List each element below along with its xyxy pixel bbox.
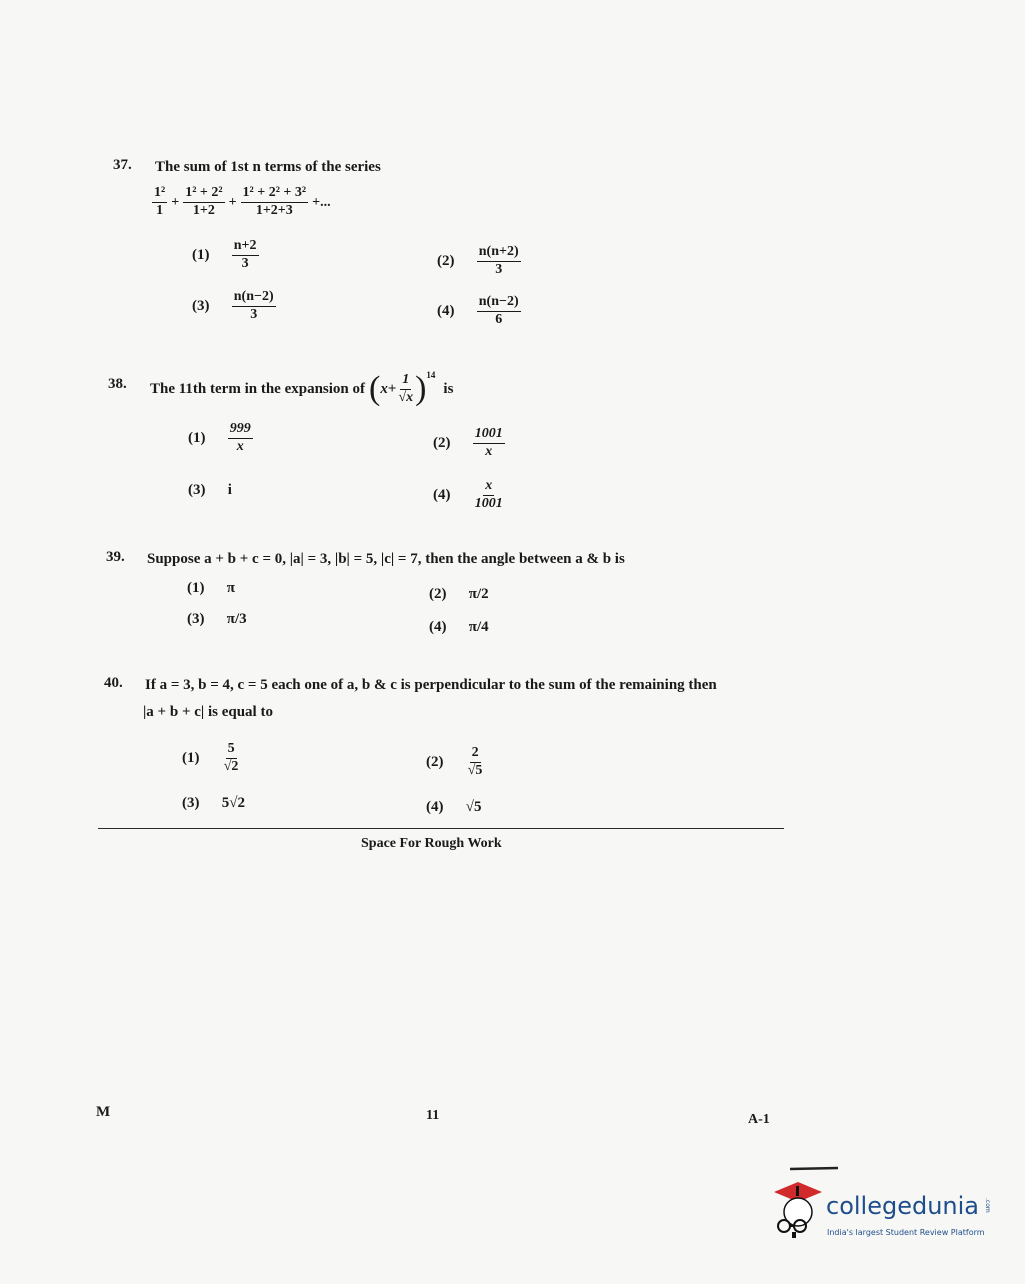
question-37-number: 37. xyxy=(113,157,132,173)
pen-mark-icon xyxy=(790,1166,840,1172)
question-38-text: The 11th term in the expansion of ( x + $\frac{1}{√x}$ ) 14 is xyxy=(150,370,454,407)
q40-option-4[interactable]: (4) √5 xyxy=(426,799,482,815)
q40-option-2[interactable]: (2) $\frac{2}{√5}$ xyxy=(426,745,483,778)
q39-option-1[interactable]: (1) π xyxy=(187,580,235,596)
q38-option-4[interactable]: (4) $\frac{x}{1001}$ xyxy=(433,478,503,511)
q37-option-3[interactable]: (3) $\frac{n(n-2)}{3}$ xyxy=(192,289,274,322)
rough-work-label: Space For Rough Work xyxy=(361,836,502,851)
footer-right-code: A-1 xyxy=(748,1112,770,1127)
question-39-number: 39. xyxy=(106,549,125,565)
footer-left-code: M xyxy=(96,1104,111,1120)
question-37-series: $\frac{\text{1²}}{1}$ + $\frac{\text{1² + 2²}}{1+2}$ + $\frac{\text{1² + 2² + 3²}}{1+2+3}$ +... xyxy=(154,185,331,218)
graduate-mascot-icon xyxy=(770,1178,826,1240)
question-40-number: 40. xyxy=(104,675,123,691)
series-term-2: $\frac{\text{1² + 2²}}{1+2}$ xyxy=(185,185,223,218)
collegedunia-logo xyxy=(770,1178,1000,1248)
q39-option-2[interactable]: (2) π/2 xyxy=(429,586,489,602)
question-38-number: 38. xyxy=(108,376,127,392)
brand-tagline: India's largest Student Review Platform xyxy=(827,1228,985,1237)
question-37-text: The sum of 1st n terms of the series xyxy=(155,159,381,175)
series-term-1: $\frac{\text{1²}}{1}$ xyxy=(154,185,166,218)
page-number: 11 xyxy=(426,1108,440,1123)
question-40-text: If a = 3, b = 4, c = 5 each one of a, b & c is perpendicular to the sum of the remaining then xyxy=(145,677,717,693)
question-39-text: Suppose a + b + c = 0, |a| = 3, |b| = 5, |c| = 7, then the angle between a & b is xyxy=(147,551,625,567)
series-term-3: $\frac{\text{1² + 2² + 3²}}{1+2+3}$ xyxy=(242,185,307,218)
q37-option-1[interactable]: (1) $\frac{n+2}{3}$ xyxy=(192,238,257,271)
q38-option-2[interactable]: (2) $\frac{1001}{x}$ xyxy=(433,426,503,459)
q37-option-2[interactable]: (2) $\frac{n(n+2)}{3}$ xyxy=(437,244,519,277)
q38-option-3[interactable]: (3) i xyxy=(188,482,232,498)
q39-option-4[interactable]: (4) π/4 xyxy=(429,619,489,635)
q38-option-1[interactable]: (1) $\frac{999}{x}$ xyxy=(188,421,251,454)
q39-option-3[interactable]: (3) π/3 xyxy=(187,611,247,627)
brand-domain: .com xyxy=(984,1198,991,1213)
rough-work-divider xyxy=(98,828,784,829)
question-40-text-line2: |a + b + c| is equal to xyxy=(143,704,273,720)
brand-name: collegedunia xyxy=(826,1192,980,1220)
q40-option-1[interactable]: (1) $\frac{5}{√2}$ xyxy=(182,741,239,774)
q37-option-4[interactable]: (4) $\frac{n(n-2)}{6}$ xyxy=(437,294,519,327)
q40-option-3[interactable]: (3) 5√2 xyxy=(182,795,245,811)
